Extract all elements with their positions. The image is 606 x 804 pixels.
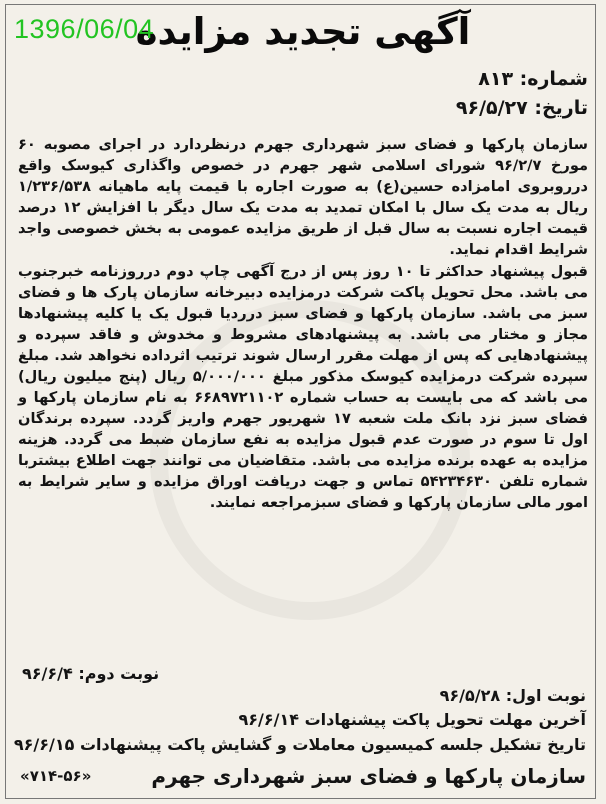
notice-number: شماره: ۸۱۳ bbox=[478, 68, 588, 90]
paragraph-terms: قبول پیشنهاد حداکثر تا ۱۰ روز پس از درج آگهی چاپ دوم درروزنامه خبرجنوب می باشد. محل تحویل پاکت شرکت درمزایده دبیرخانه سازمان پارک ها و فضای سبز می باشد. سازمان پارکها و فضای سبز درردیا قبول یک یا کلیه پیشنهادها مجاز و مختار می باشد. به پیشنهادهای مشروط و مخدوش و فاقد سپرده و پیشنهادهایی که پس از مهلت مقرر ارسال شوند ترتیب اثرداده نخواهد شد. مبلغ سپرده شرکت درمزایده کیوسک مذکور مبلغ ۵/۰۰۰/۰۰۰ ریال (پنج میلیون ریال) می باشد که می بایست به حساب شماره ۶۶۸۹۷۲۱۱۰۲ به نام سازمان پارکها و فضای سبز نزد بانک ملت شعبه ۱۷ شهریور جهرم واریز گردد. سپرده برندگان اول تا سوم در صورت عدم قبول مزایده به نفع سازمان ضبط می گردد. هزینه مزایده به عهده برنده مزایده می باشد. متقاضیان می توانند جهت اطلاع بیشتربا شماره تلفن ۵۴۲۳۴۶۳۰ تماس و جهت دریافت اوراق مزایده و سایر شرایط به امور مالی سازمان پارکها و فضای سبزمراجعه نمایند. bbox=[18, 263, 588, 511]
notice-footer bbox=[20, 762, 586, 790]
notice-date: تاریخ: ۹۶/۵/۲۷ bbox=[455, 97, 588, 119]
first-print-date: نوبت اول: ۹۶/۵/۲۸ bbox=[439, 686, 586, 705]
second-print-date: نوبت دوم: ۹۶/۶/۴ bbox=[22, 664, 160, 683]
date-stamp: 1396/06/04 bbox=[14, 14, 155, 44]
organization-name: سازمان پارکها و فضای سبز شهرداری جهرم bbox=[151, 764, 586, 788]
deadline-line: آخرین مهلت تحویل پاکت پیشنهادات ۹۶/۶/۱۴ bbox=[238, 710, 586, 729]
ad-code: «۷۱۴-۵۶» bbox=[20, 767, 92, 785]
notice-title: آگهی تجدید مزایده bbox=[135, 10, 471, 53]
session-line: تاریخ تشکیل جلسه کمیسیون معاملات و گشایش پاکت پیشنهادات ۹۶/۶/۱۵ bbox=[13, 735, 586, 754]
paragraph-auction-description: سازمان پارکها و فضای سبز شهرداری جهرم درنظردارد در اجرای مصوبه ۶۰ مورخ ۹۶/۲/۷ شورای اسلامی شهر جهرم در خصوص واگذاری کیوسک واقع درروبروی امامزاده حسین(ع) به صورت اجاره با قیمت پایه ماهیانه ۱/۲۳۶/۵۳۸ ریال به مدت یک سال با امکان تمدید به مدت یک سال دیگر با افزایش ۱۲ درصد قیمت اجاره نسبت به سال قبل از طریق مزایده عمومی به بخش خصوصی واجد شرایط اقدام نماید. bbox=[18, 136, 589, 258]
notice-body bbox=[18, 134, 588, 513]
